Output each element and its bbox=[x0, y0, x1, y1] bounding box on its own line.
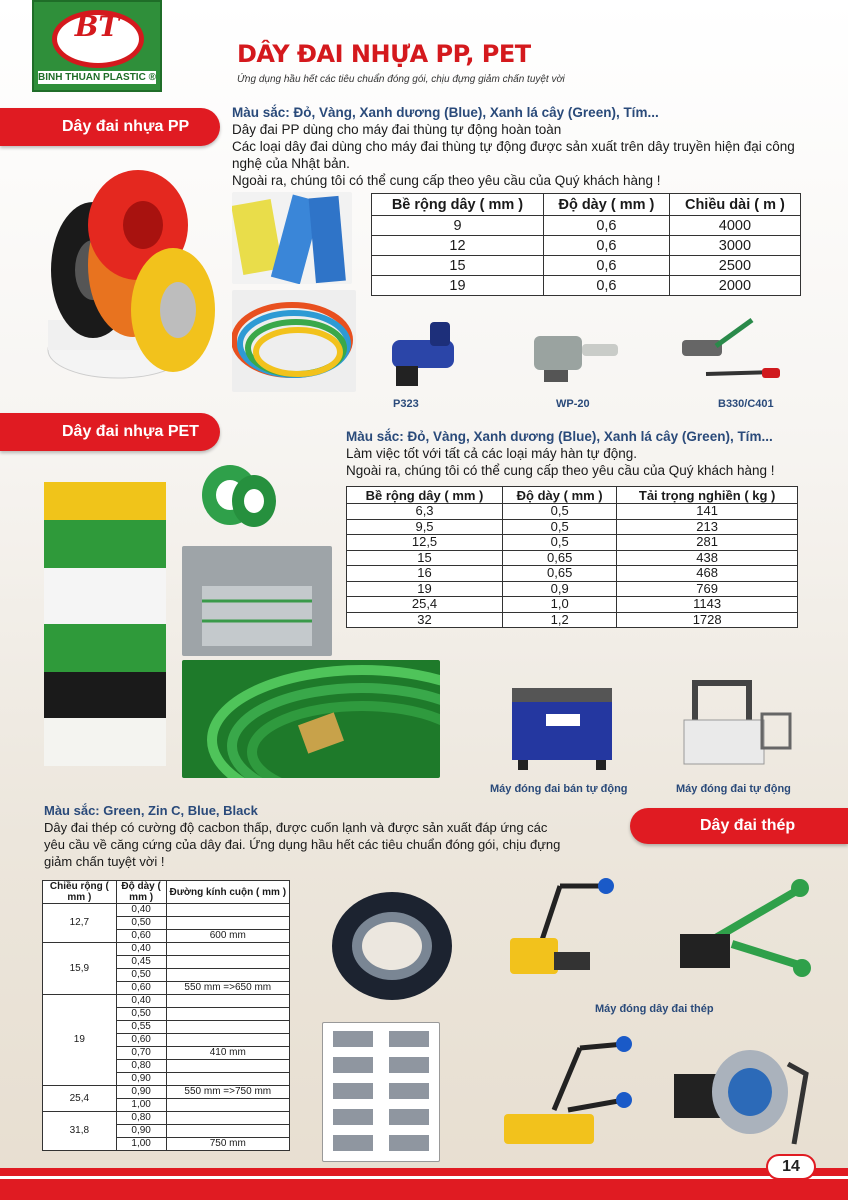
width-cell: 31,8 bbox=[43, 1112, 117, 1151]
diameter-cell bbox=[166, 1021, 289, 1034]
steel-desc-text: Dây đai thép có cường độ cacbon thấp, được cuốn lạnh và được sản xuất đáp ứng các yêu cầu về căng cứng của dây đai. Ứng dụng hầu hết các tiêu chuẩn đóng gói, chịu đựng giảm chấn tuyệt vời ! bbox=[44, 820, 561, 869]
diameter-cell: 550 mm =>750 mm bbox=[166, 1086, 289, 1099]
table-row bbox=[347, 550, 798, 566]
diameter-cell bbox=[166, 1073, 289, 1086]
logo-mark: BT bbox=[74, 10, 120, 43]
diameter-cell bbox=[166, 995, 289, 1008]
table-row bbox=[43, 995, 290, 1008]
thickness-cell: 1,00 bbox=[116, 1138, 166, 1151]
table-cell: 16 bbox=[347, 566, 503, 582]
pet-spec-table bbox=[346, 486, 798, 628]
steel-tensioner-image bbox=[500, 866, 620, 994]
table-row bbox=[347, 581, 798, 597]
table-cell: 12,5 bbox=[347, 535, 503, 551]
pet-rolls-stack-image bbox=[44, 472, 166, 770]
table-cell: 0,5 bbox=[503, 535, 617, 551]
table-cell: 1,0 bbox=[503, 597, 617, 613]
table-cell: 769 bbox=[617, 581, 798, 597]
steel-machine-label: Máy đóng dây đai thép bbox=[595, 1003, 714, 1015]
column-header: Đường kính cuộn ( mm ) bbox=[166, 881, 289, 904]
table-row bbox=[347, 597, 798, 613]
diameter-cell bbox=[166, 956, 289, 969]
table-header-row bbox=[347, 487, 798, 504]
table-cell: 25,4 bbox=[347, 597, 503, 613]
diameter-cell: 750 mm bbox=[166, 1138, 289, 1151]
column-header: Độ dày ( mm ) bbox=[503, 487, 617, 504]
table-cell: 1143 bbox=[617, 597, 798, 613]
tool-wp20-label: WP-20 bbox=[556, 398, 590, 410]
thickness-cell: 0,40 bbox=[116, 904, 166, 917]
table-row bbox=[43, 943, 290, 956]
thickness-cell: 0,90 bbox=[116, 1125, 166, 1138]
pet-pallet-photo bbox=[182, 546, 332, 656]
auto-machine-label: Máy đóng đai tự động bbox=[676, 783, 791, 795]
thickness-cell: 0,90 bbox=[116, 1073, 166, 1086]
table-cell: 9 bbox=[372, 216, 544, 236]
thickness-cell: 0,90 bbox=[116, 1086, 166, 1099]
column-header: Chiều rộng ( mm ) bbox=[43, 881, 117, 904]
table-cell: 6,3 bbox=[347, 504, 503, 520]
column-header: Bề rộng dây ( mm ) bbox=[347, 487, 503, 504]
pet-line-1: Làm việc tốt với tất cả các loại máy hàn tự động. bbox=[346, 446, 638, 461]
table-row bbox=[347, 612, 798, 628]
auto-machine-image bbox=[676, 674, 796, 774]
width-cell: 25,4 bbox=[43, 1086, 117, 1112]
table-cell: 2000 bbox=[669, 276, 800, 296]
pp-strap-coils-image bbox=[232, 290, 356, 392]
thickness-cell: 0,80 bbox=[116, 1112, 166, 1125]
logo-name: BINH THUAN PLASTIC ® bbox=[38, 72, 156, 83]
table-cell: 12 bbox=[372, 236, 544, 256]
steel-description bbox=[44, 802, 564, 870]
pp-strap-closeup-image bbox=[232, 192, 352, 284]
section-tab-pet: Dây đai nhựa PET bbox=[0, 413, 220, 451]
table-cell: 2500 bbox=[669, 256, 800, 276]
tool-b330-c401-image bbox=[676, 314, 786, 394]
table-cell: 9,5 bbox=[347, 519, 503, 535]
company-logo bbox=[32, 0, 162, 92]
pp-description bbox=[232, 104, 812, 189]
pet-colors: Màu sắc: Đỏ, Vàng, Xanh dương (Blue), Xanh lá cây (Green), Tím... bbox=[346, 429, 773, 444]
table-row bbox=[43, 904, 290, 917]
column-header: Độ dày ( mm ) bbox=[543, 194, 669, 216]
table-cell: 0,5 bbox=[503, 504, 617, 520]
diameter-cell bbox=[166, 943, 289, 956]
steel-combo-tool-image bbox=[498, 1030, 634, 1158]
thickness-cell: 0,50 bbox=[116, 1008, 166, 1021]
thickness-cell: 0,45 bbox=[116, 956, 166, 969]
page-number: 14 bbox=[766, 1154, 816, 1180]
tool-p323-label: P323 bbox=[393, 398, 419, 410]
thickness-cell: 0,70 bbox=[116, 1047, 166, 1060]
thickness-cell: 0,40 bbox=[116, 995, 166, 1008]
thickness-cell: 0,60 bbox=[116, 982, 166, 995]
width-cell: 15,9 bbox=[43, 943, 117, 995]
table-cell: 4000 bbox=[669, 216, 800, 236]
column-header: Tải trọng nghiền ( kg ) bbox=[617, 487, 798, 504]
pp-rolls-image bbox=[38, 160, 216, 382]
semi-auto-machine-image bbox=[506, 672, 618, 774]
footer-bar bbox=[0, 1168, 848, 1200]
diameter-cell bbox=[166, 1112, 289, 1125]
table-row bbox=[372, 216, 801, 236]
diameter-cell: 550 mm =>650 mm bbox=[166, 982, 289, 995]
pp-spec-table bbox=[371, 193, 801, 296]
table-row bbox=[43, 1086, 290, 1099]
pp-colors: Màu sắc: Đỏ, Vàng, Xanh dương (Blue), Xanh lá cây (Green), Tím... bbox=[232, 105, 659, 120]
table-header-row bbox=[43, 881, 290, 904]
thickness-cell: 0,50 bbox=[116, 969, 166, 982]
diameter-cell bbox=[166, 1060, 289, 1073]
table-cell: 0,6 bbox=[543, 276, 669, 296]
page-title: DÂY ĐAI NHỰA PP, PET bbox=[237, 40, 531, 68]
diameter-cell: 410 mm bbox=[166, 1047, 289, 1060]
pp-line-3: Ngoài ra, chúng tôi có thể cung cấp theo yêu cầu của Quý khách hàng ! bbox=[232, 173, 661, 188]
steel-colors: Màu sắc: Green, Zin C, Blue, Black bbox=[44, 803, 258, 818]
table-cell: 15 bbox=[372, 256, 544, 276]
table-row bbox=[372, 276, 801, 296]
diameter-cell bbox=[166, 1099, 289, 1112]
diameter-cell bbox=[166, 1008, 289, 1021]
table-cell: 213 bbox=[617, 519, 798, 535]
table-row bbox=[347, 504, 798, 520]
table-cell: 468 bbox=[617, 566, 798, 582]
thickness-cell: 0,55 bbox=[116, 1021, 166, 1034]
table-cell: 15 bbox=[347, 550, 503, 566]
table-cell: 0,6 bbox=[543, 256, 669, 276]
steel-coil-image bbox=[328, 876, 456, 1008]
steel-seals-image bbox=[322, 1022, 440, 1162]
section-tab-pp: Dây đai nhựa PP bbox=[0, 108, 220, 146]
table-cell: 438 bbox=[617, 550, 798, 566]
column-header: Độ dày ( mm ) bbox=[116, 881, 166, 904]
thickness-cell: 0,50 bbox=[116, 917, 166, 930]
page-subtitle: Ứng dụng hầu hết các tiêu chuẩn đóng gói, chịu đựng giảm chấn tuyệt vời bbox=[237, 74, 565, 85]
table-row bbox=[347, 566, 798, 582]
semi-auto-machine-label: Máy đóng đai bán tự động bbox=[490, 783, 628, 795]
table-row bbox=[372, 256, 801, 276]
table-cell: 1,2 bbox=[503, 612, 617, 628]
steel-pneumatic-tool-image bbox=[668, 1034, 814, 1152]
table-cell: 0,5 bbox=[503, 519, 617, 535]
steel-sealer-image bbox=[672, 876, 812, 984]
table-row bbox=[347, 519, 798, 535]
table-cell: 32 bbox=[347, 612, 503, 628]
section-tab-steel: Dây đai thép bbox=[630, 808, 848, 844]
tool-p323-image bbox=[382, 312, 468, 394]
table-header-row bbox=[372, 194, 801, 216]
diameter-cell bbox=[166, 969, 289, 982]
width-cell: 19 bbox=[43, 995, 117, 1086]
thickness-cell: 1,00 bbox=[116, 1099, 166, 1112]
table-cell: 3000 bbox=[669, 236, 800, 256]
table-row bbox=[347, 535, 798, 551]
tool-wp20-image bbox=[526, 318, 622, 390]
column-header: Chiều dài ( m ) bbox=[669, 194, 800, 216]
diameter-cell: 600 mm bbox=[166, 930, 289, 943]
diameter-cell bbox=[166, 904, 289, 917]
thickness-cell: 0,80 bbox=[116, 1060, 166, 1073]
pet-line-2: Ngoài ra, chúng tôi có thể cung cấp theo yêu cầu của Quý khách hàng ! bbox=[346, 463, 775, 478]
pp-line-2: Các loại dây đai dùng cho máy đai thùng tự động được sản xuất trên dây truyền hiện đại công nghệ của Nhật bản. bbox=[232, 139, 795, 171]
table-cell: 0,6 bbox=[543, 216, 669, 236]
table-cell: 19 bbox=[372, 276, 544, 296]
pet-green-roll-image bbox=[200, 455, 278, 531]
pet-strap-closeup-image bbox=[182, 660, 440, 778]
table-row bbox=[372, 236, 801, 256]
table-cell: 19 bbox=[347, 581, 503, 597]
width-cell: 12,7 bbox=[43, 904, 117, 943]
table-cell: 1728 bbox=[617, 612, 798, 628]
thickness-cell: 0,60 bbox=[116, 1034, 166, 1047]
tool-b330-c401-label: B330/C401 bbox=[718, 398, 774, 410]
pet-description bbox=[346, 428, 806, 479]
table-cell: 0,65 bbox=[503, 566, 617, 582]
pp-line-1: Dây đai PP dùng cho máy đai thùng tự động hoàn toàn bbox=[232, 122, 562, 137]
table-cell: 141 bbox=[617, 504, 798, 520]
diameter-cell bbox=[166, 917, 289, 930]
diameter-cell bbox=[166, 1125, 289, 1138]
table-cell: 0,65 bbox=[503, 550, 617, 566]
table-row bbox=[43, 1112, 290, 1125]
table-cell: 0,6 bbox=[543, 236, 669, 256]
thickness-cell: 0,40 bbox=[116, 943, 166, 956]
diameter-cell bbox=[166, 1034, 289, 1047]
steel-spec-table bbox=[42, 880, 290, 1151]
table-cell: 0,9 bbox=[503, 581, 617, 597]
thickness-cell: 0,60 bbox=[116, 930, 166, 943]
table-cell: 281 bbox=[617, 535, 798, 551]
column-header: Bề rộng dây ( mm ) bbox=[372, 194, 544, 216]
